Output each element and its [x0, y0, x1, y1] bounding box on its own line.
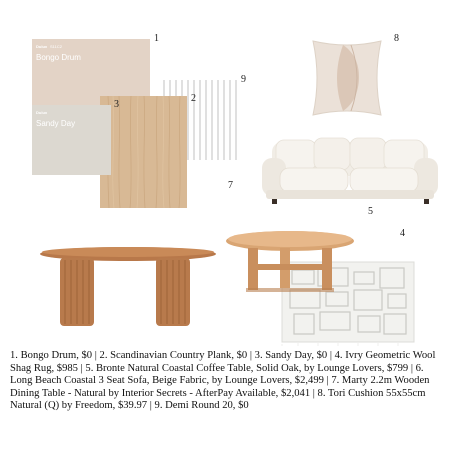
swatch-name: Sandy Day [36, 119, 76, 128]
label-2: 2 [191, 93, 196, 104]
sandy-day-swatch [32, 105, 111, 175]
swatch-brand: Dulux [36, 44, 48, 49]
item-list-caption: 1. Bongo Drum, $0 | 2. Scandinavian Country Plank, $0 | 3. Sandy Day, $0 | 4. Ivry Geometric Wool Shag Rug, $985 | 5. Bronte Natural Coastal Coffee Table, Solid Oak, by Lounge Lovers, $799 | 6. Long Beach Coastal 3 Seat Sofa, Beige Fabric, by Lounge Lovers, $2,499 | 7. Marty 2.2m Wooden Dining Table - Natural by Interior Secrets - AfterPay Available, $2,041 | 8. Tori Cushion 55x55cm Natural (Q) by Freedom, $39.97 | 9. Demi Round 20, $0 [10, 350, 436, 412]
swatch-code: S11C2 [50, 44, 62, 49]
label-8: 8 [394, 33, 399, 44]
swatch-brand: Dulux [36, 110, 48, 115]
label-4: 4 [400, 228, 405, 239]
label-7: 7 [228, 180, 233, 191]
bronte-coffee-table [224, 230, 356, 294]
label-9: 9 [241, 74, 246, 85]
plank-swatch [100, 96, 187, 208]
tori-cushion [307, 37, 387, 119]
label-5: 5 [368, 206, 373, 217]
marty-dining-table [38, 244, 218, 330]
swatch-name: Bongo Drum [36, 53, 81, 62]
label-1: 1 [154, 33, 159, 44]
long-beach-sofa [258, 132, 442, 208]
label-3: 3 [114, 99, 119, 110]
wood-grain [100, 96, 187, 208]
